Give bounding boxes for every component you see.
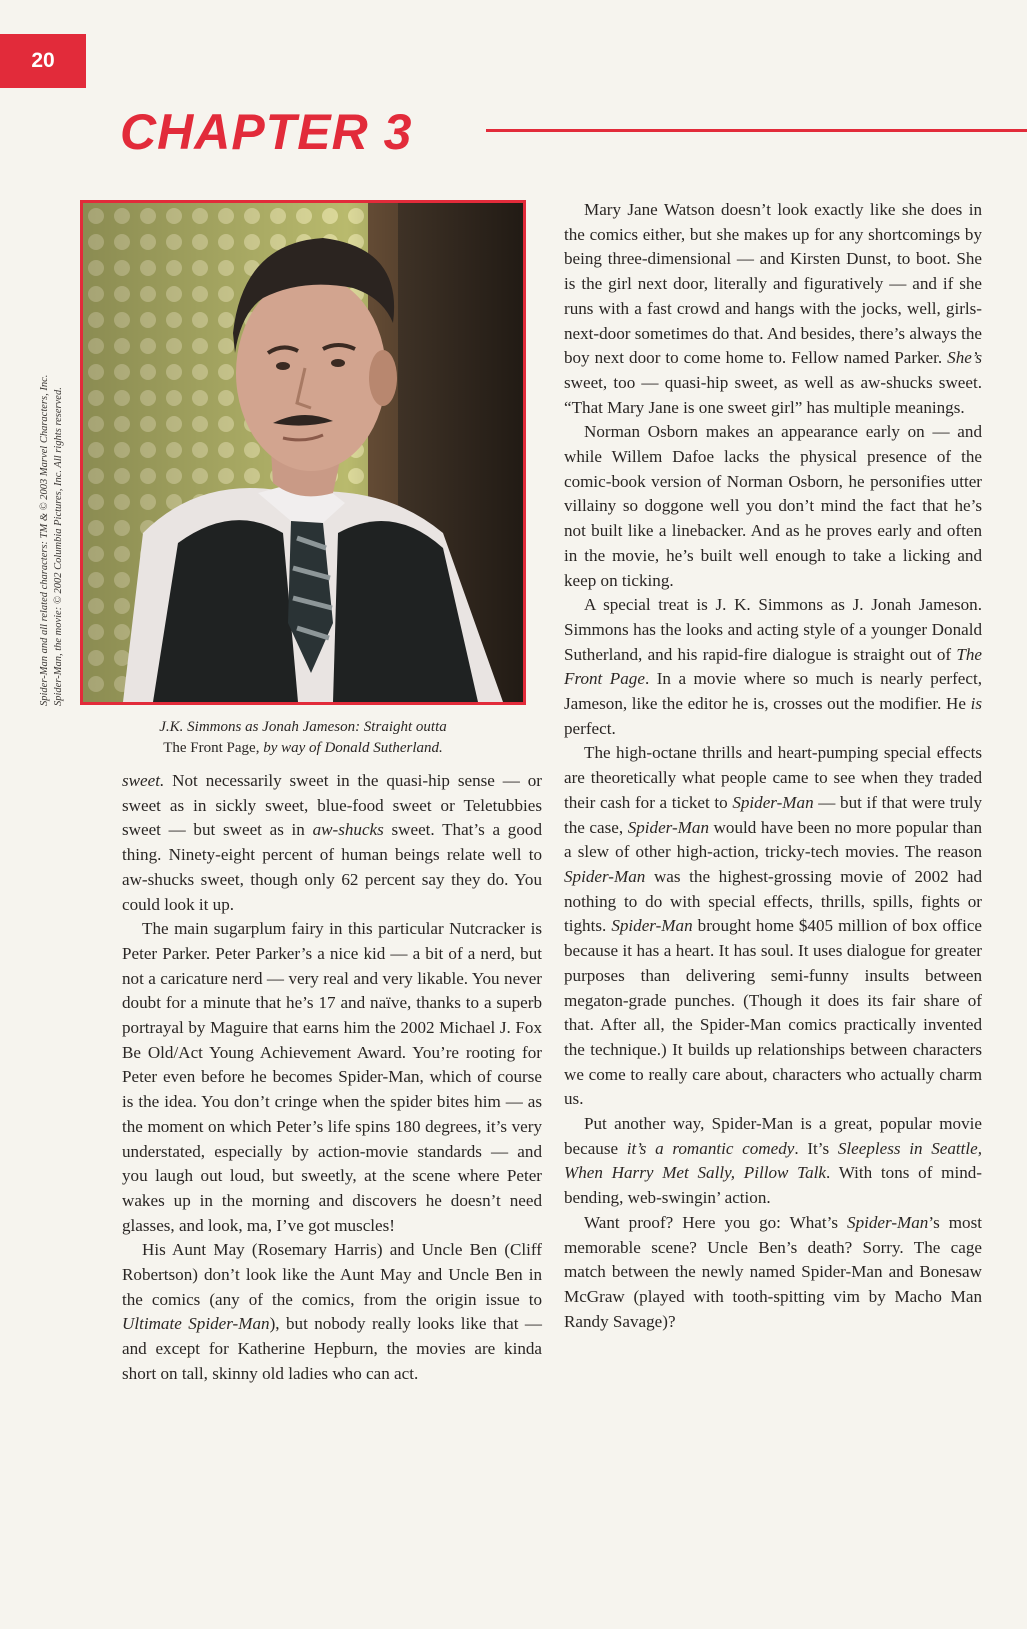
- page-number: 20: [31, 49, 55, 72]
- right-paragraph-5: Put another way, Spider-Man is a great, popular movie because it’s a romantic comedy. It’s Sleepless in Seattle, When Harry Met Sally, Pillow Talk. With tons of mind-bending, web-swingin’ action.: [564, 1114, 983, 1208]
- photo-credit-line-2: Spider-Man, the movie: © 2002 Columbia Pictures, Inc. All rights reserved.: [53, 387, 64, 706]
- photo-caption: [80, 717, 526, 759]
- photo-credit-line-1: Spider-Man and all related characters: TM & © 2003 Marvel Characters, Inc.: [39, 374, 50, 706]
- left-column: [122, 769, 542, 1387]
- caption-line-2: [80, 738, 526, 759]
- left-paragraph-2: The main sugarplum fairy in this particular Nutcracker is Peter Parker. Peter Parker’s a nice kid — a bit of a nerd, but not a caricature nerd — very real and very likable. You never doubt for a minute that he’s 17 and naïve, thanks to a superb portrayal by Maguire that earns him the 2002 Michael J. Fox Be Old/Act Young Achievement Award. You’re rooting for Peter even before he becomes Spider-Man, which of course is the idea. You don’t cringe when the spider bites him — as the moment on which Peter’s life spins 180 degrees, it’s very understated, especially by action-movie standards — and you laugh out loud, but sweetly, at the scene where Peter wakes up in the morning and discovers he doesn’t need glasses, and look, ma, I’ve got muscles!: [122, 919, 542, 1235]
- left-paragraph-1: sweet. Not necessarily sweet in the quasi-hip sense — or sweet as in sickly sweet, blue-food sweet or Teletubbies sweet — but sweet as in aw-shucks sweet. That’s a good thing. Ninety-eight percent of human beings relate well to aw-shucks sweet, though only 62 percent say they do. You could look it up.: [122, 771, 542, 914]
- right-paragraph-2: Norman Osborn makes an appearance early on — and while Willem Dafoe lacks the physical presence of the comic-book version of Norman Osborn, he personifies utter villainy so doggone well you don’t mind the fact that he’s not built like a linebacker. And as he proves early and often in the movie, he’s built well enough to take a licking and keep on ticking.: [564, 422, 982, 590]
- caption-title: The Front Page,: [163, 740, 260, 756]
- chapter-title: CHAPTER 3: [120, 104, 413, 160]
- right-paragraph-1: Mary Jane Watson doesn’t look exactly like she does in the comics either, but she makes up for any shortcomings by being three-dimensional — and Kirsten Dunst, to boot. She is the girl next door, literally and figuratively — and if she runs with a fast crowd and hangs with the jocks, well, girls-next-door sometimes do that. And besides, there’s always the boy next door to come home to. Fellow named Parker. She’s sweet, too — quasi-hip sweet, as well as aw-shucks sweet. “That Mary Jane is one sweet girl” has multiple meanings.: [564, 200, 982, 417]
- right-paragraph-4: The high-octane thrills and heart-pumping special effects are theoretically what people came to see when they traded their cash for a ticket to Spider-Man — but if that were truly the case, Spider-Man would have been no more popular than a slew of other high-action, tricky-tech movies. The reason Spider-Man was the highest-grossing movie of 2002 had nothing to do with special effects, thrills, spills, fights or tights. Spider-Man brought home $405 million of box office because it has a heart. It has soul. It uses dialogue for greater purposes than delivering semi-funny insults between megaton-grade punches. (Though it does its fair share of that. After all, the Spider-Man comics practically invented the technique.) It builds up relationships between characters we come to really care about, characters who actually charm us.: [564, 743, 983, 1109]
- jameson-photo-illustration: [83, 203, 523, 702]
- caption-rest: by way of Donald Sutherland.: [259, 740, 443, 756]
- right-paragraph-6: Want proof? Here you go: What’s Spider-Man’s most memorable scene? Uncle Ben’s death? Sorry. The cage match between the newly named Spider-Man and Bonesaw McGraw (played with tooth-spitting vim by Macho Man Randy Savage)?: [564, 1212, 982, 1331]
- right-column: [564, 198, 982, 1334]
- page-number-badge: [0, 34, 86, 88]
- chapter-title-rule: [486, 129, 1027, 132]
- left-paragraph-3: His Aunt May (Rosemary Harris) and Uncle Ben (Cliff Robertson) don’t look like the Aunt May and Uncle Ben in the comics (any of the comics, from the origin issue to Ultimate Spider-Man), but nobody really looks like that — and except for Katherine Hepburn, the movies are kinda short on tall, skinny old ladies who can act.: [122, 1240, 543, 1383]
- photo-credit: [38, 266, 66, 706]
- jameson-photo: [80, 200, 526, 705]
- caption-line-1: J.K. Simmons as Jonah Jameson: Straight outta: [159, 719, 447, 735]
- right-paragraph-3: A special treat is J. K. Simmons as J. Jonah Jameson. Simmons has the looks and acting style of a younger Donald Sutherland, and his rapid-fire dialogue is straight out of The Front Page. In a movie where so much is nearly perfect, Jameson, like the editor he is, crosses out the modifier. He is perfect.: [564, 595, 983, 738]
